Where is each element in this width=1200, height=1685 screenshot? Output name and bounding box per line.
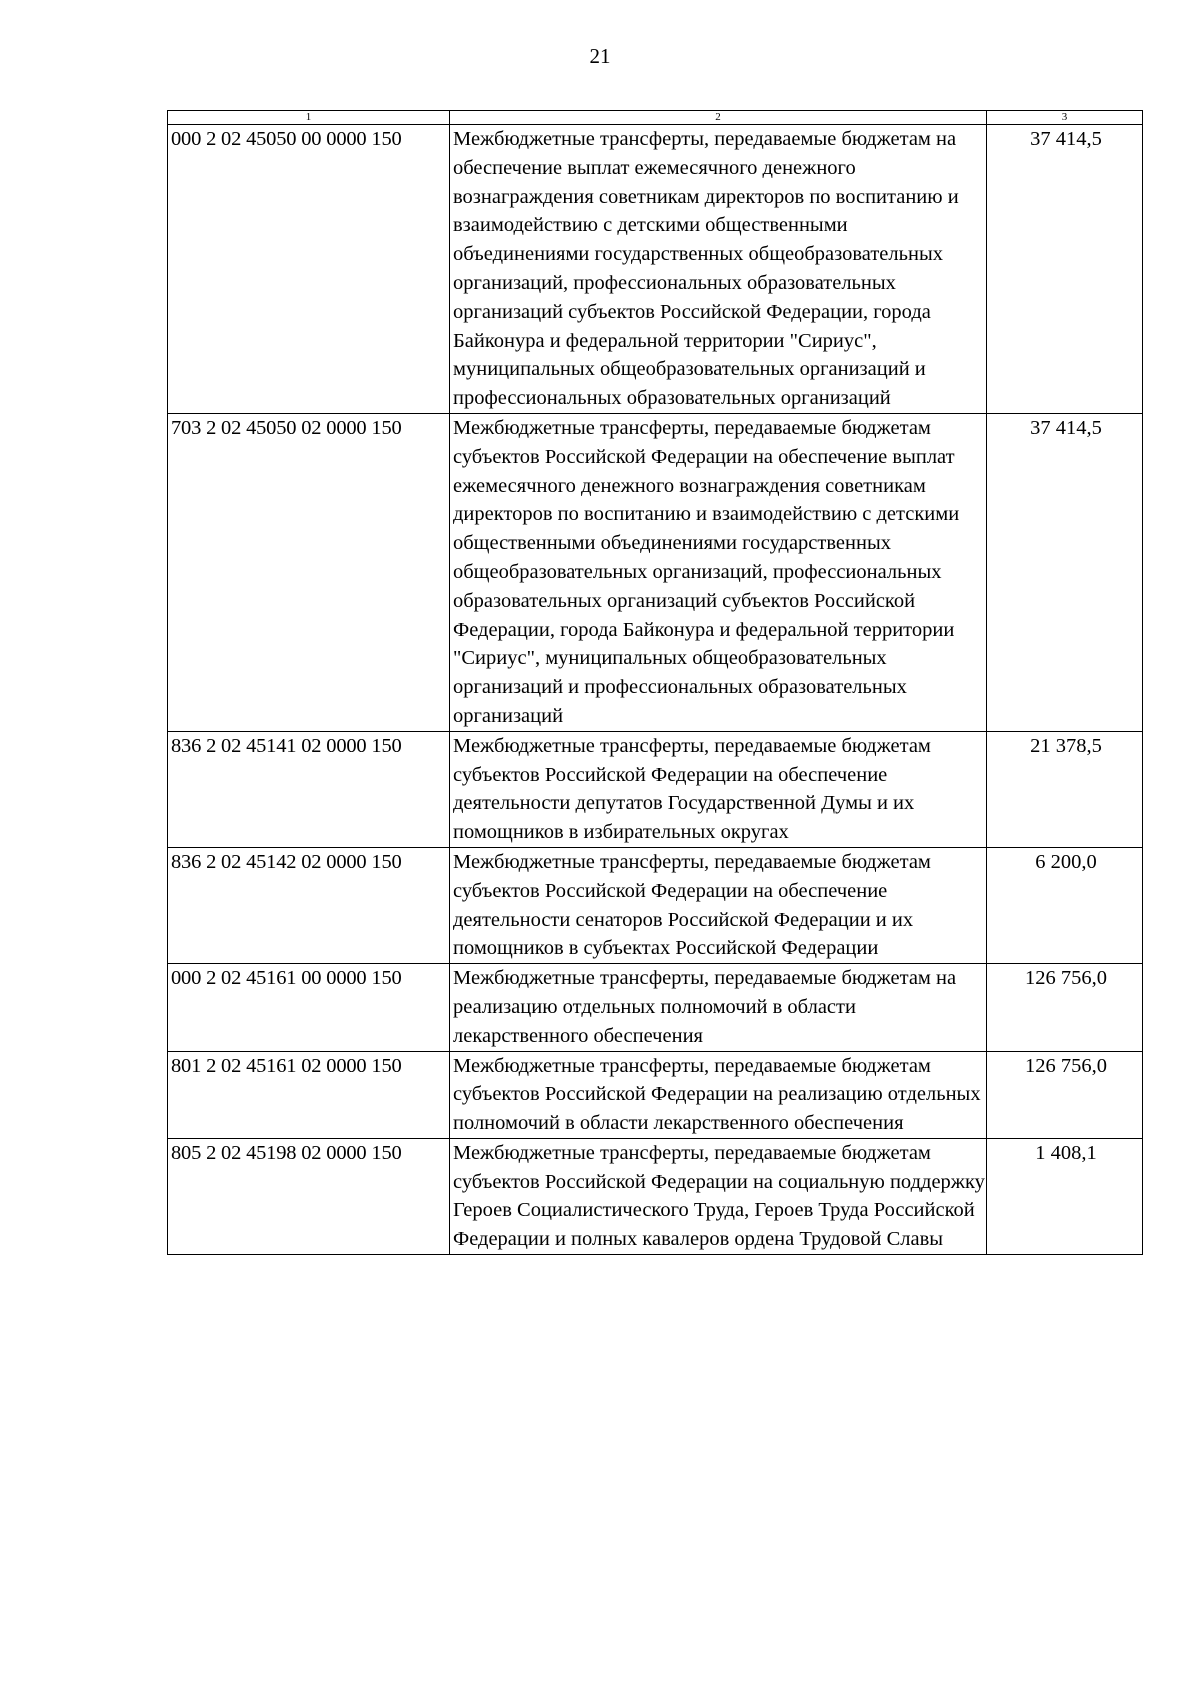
budget-table [167, 110, 1143, 1255]
amount: 21 378,5 [987, 731, 1143, 847]
table-row [168, 1138, 1143, 1254]
transfer-description: Межбюджетные трансферты, передаваемые бюджетам субъектов Российской Федерации на реализацию отдельных полномочий в области лекарственного обеспечения [450, 1051, 987, 1138]
table-row [168, 413, 1143, 731]
budget-code: 836 2 02 45142 02 0000 150 [168, 847, 450, 963]
amount: 126 756,0 [987, 964, 1143, 1051]
transfer-description: Межбюджетные трансферты, передаваемые бюджетам субъектов Российской Федерации на обеспечение выплат ежемесячного денежного вознаграждения советникам директоров по воспитанию и взаимодействию с детскими общественными объединениями государственных общеобразовательных организаций, профессиональных образовательных организаций субъектов Российской Федерации, города Байконура и федеральной территории "Сириус", муниципальных общеобразовательных организаций и профессиональных образовательных организаций [450, 413, 987, 731]
transfer-description: Межбюджетные трансферты, передаваемые бюджетам субъектов Российской Федерации на обеспечение деятельности депутатов Государственной Думы и их помощников в избирательных округах [450, 731, 987, 847]
column-header-1: 1 [168, 111, 450, 125]
table-row [168, 731, 1143, 847]
amount: 6 200,0 [987, 847, 1143, 963]
table-row [168, 964, 1143, 1051]
table-row [168, 1051, 1143, 1138]
transfer-description: Межбюджетные трансферты, передаваемые бюджетам субъектов Российской Федерации на обеспечение деятельности сенаторов Российской Федерации и их помощников в субъектах Российской Федерации [450, 847, 987, 963]
budget-code: 703 2 02 45050 02 0000 150 [168, 413, 450, 731]
page-number: 21 [589, 44, 611, 68]
amount: 37 414,5 [987, 413, 1143, 731]
column-header-2: 2 [450, 111, 987, 125]
column-header-3: 3 [987, 111, 1143, 125]
amount: 126 756,0 [987, 1051, 1143, 1138]
table-row [168, 125, 1143, 414]
budget-code: 000 2 02 45161 00 0000 150 [168, 964, 450, 1051]
transfer-description: Межбюджетные трансферты, передаваемые бюджетам на обеспечение выплат ежемесячного денежного вознаграждения советникам директоров по воспитанию и взаимодействию с детскими общественными объединениями государственных общеобразовательных организаций, профессиональных образовательных организаций субъектов Российской Федерации, города Байконура и федеральной территории "Сириус", муниципальных общеобразовательных организаций и профессиональных образовательных организаций [450, 125, 987, 414]
transfer-description: Межбюджетные трансферты, передаваемые бюджетам субъектов Российской Федерации на социальную поддержку Героев Социалистического Труда, Героев Труда Российской Федерации и полных кавалеров ордена Трудовой Славы [450, 1138, 987, 1254]
table-body [168, 125, 1143, 1255]
header-row [168, 111, 1143, 125]
table-row [168, 847, 1143, 963]
budget-code: 000 2 02 45050 00 0000 150 [168, 125, 450, 414]
budget-code: 805 2 02 45198 02 0000 150 [168, 1138, 450, 1254]
table-header [168, 111, 1143, 125]
amount: 1 408,1 [987, 1138, 1143, 1254]
transfer-description: Межбюджетные трансферты, передаваемые бюджетам на реализацию отдельных полномочий в области лекарственного обеспечения [450, 964, 987, 1051]
budget-code: 801 2 02 45161 02 0000 150 [168, 1051, 450, 1138]
budget-code: 836 2 02 45141 02 0000 150 [168, 731, 450, 847]
amount: 37 414,5 [987, 125, 1143, 414]
